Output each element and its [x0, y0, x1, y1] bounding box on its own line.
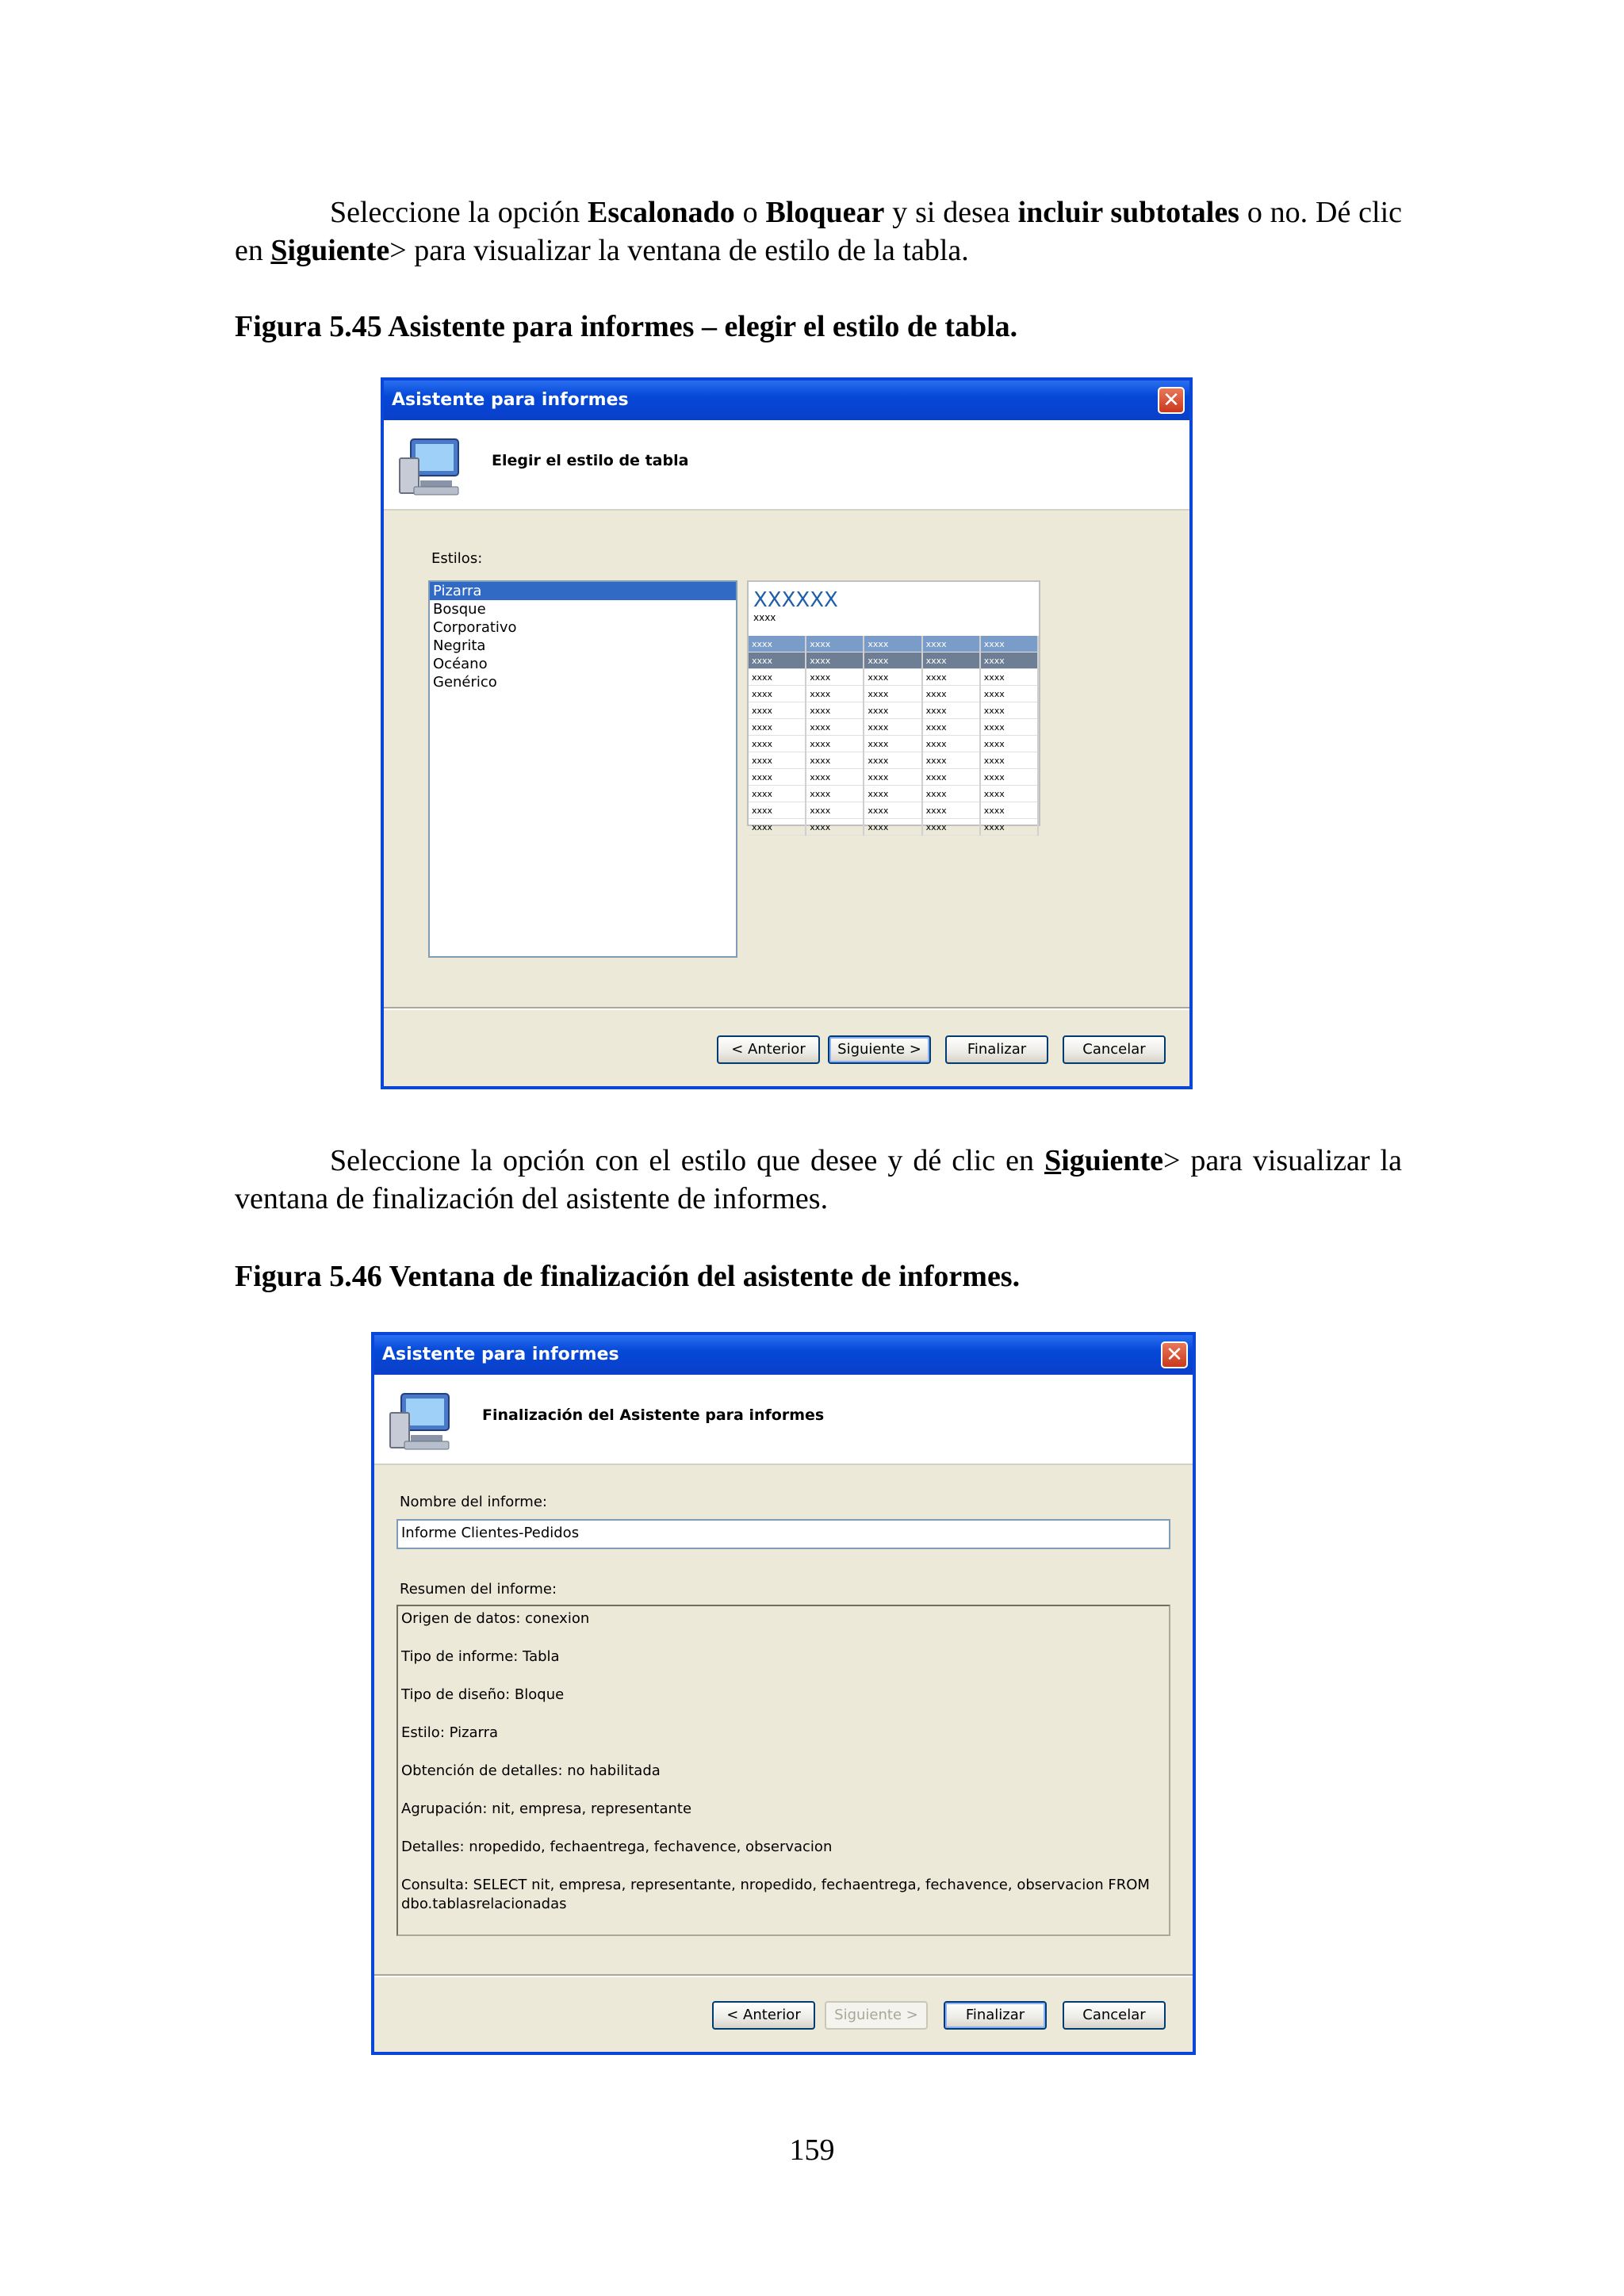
page-number: 159 — [789, 2133, 835, 2167]
text: o — [734, 196, 766, 229]
preview-cell: xxxx — [864, 719, 921, 736]
close-icon[interactable]: ✕ — [1161, 1341, 1188, 1368]
preview-cell: xxxx — [922, 752, 980, 769]
preview-cell: xxxx — [806, 636, 864, 652]
preview-cell: xxxx — [922, 819, 980, 836]
preview-subtitle: xxxx — [753, 612, 776, 623]
text: > para visualizar la ventana de estilo de la tabla. — [389, 234, 969, 267]
style-option[interactable]: Océano — [433, 656, 488, 672]
wizard-header — [384, 420, 1189, 511]
preview-cell: xxxx — [980, 669, 1038, 686]
preview-cell: xxxx — [864, 819, 921, 836]
preview-cell: xxxx — [806, 669, 864, 686]
preview-cell: xxxx — [806, 802, 864, 819]
preview-cell: xxxx — [806, 719, 864, 736]
preview-cell: xxxx — [980, 819, 1038, 836]
preview-cell: xxxx — [980, 786, 1038, 802]
summary-line: Detalles: nropedido, fechaentrega, fechavence, observacion — [401, 1839, 833, 1855]
dialog-title: Asistente para informes — [392, 390, 629, 410]
preview-cell: xxxx — [749, 652, 806, 669]
summary-line: Consulta: SELECT nit, empresa, representante, nropedido, fechaentrega, fechavence, observacion FROM dbo.tablasrelacionadas — [401, 1877, 1150, 1912]
header-title: Finalización del Asistente para informes — [482, 1406, 825, 1424]
back-button[interactable]: < Anterior — [717, 1035, 820, 1064]
preview-cell: xxxx — [980, 702, 1038, 719]
text: > para visualizar la ventana de finalización del asistente de informes. — [235, 1144, 1402, 1215]
preview-cell: xxxx — [749, 802, 806, 819]
underlined-s: S — [270, 234, 288, 267]
preview-cell: xxxx — [864, 686, 921, 702]
text: Seleccione la opción — [330, 196, 588, 229]
paragraph-2 — [235, 1142, 1402, 1218]
preview-cell: xxxx — [980, 736, 1038, 752]
preview-cell: xxxx — [864, 786, 921, 802]
finish-button[interactable]: Finalizar — [945, 1035, 1048, 1064]
preview-cell: xxxx — [749, 702, 806, 719]
header-title: Elegir el estilo de tabla — [492, 452, 689, 469]
style-option[interactable]: Corporativo — [433, 619, 517, 636]
preview-title: XXXXXX — [753, 588, 838, 612]
summary-label: Resumen del informe: — [400, 1581, 557, 1598]
report-name-label: Nombre del informe: — [400, 1494, 547, 1510]
summary-line: Origen de datos: conexion — [401, 1610, 590, 1627]
cancel-button[interactable]: Cancelar — [1063, 1035, 1166, 1064]
next-button: Siguiente > — [825, 2001, 928, 2030]
preview-cell: xxxx — [864, 769, 921, 786]
preview-cell: xxxx — [864, 652, 921, 669]
preview-cell: xxxx — [922, 652, 980, 669]
summary-line: Obtención de detalles: no habilitada — [401, 1762, 661, 1779]
preview-cell: xxxx — [980, 652, 1038, 669]
preview-cell: xxxx — [749, 636, 806, 652]
figure-caption-5-46: Figura 5.46 Ventana de finalización del asistente de informes. — [235, 1260, 1021, 1293]
preview-cell: xxxx — [749, 752, 806, 769]
preview-cell: xxxx — [806, 769, 864, 786]
preview-cell: xxxx — [749, 719, 806, 736]
preview-cell: xxxx — [922, 786, 980, 802]
preview-cell: xxxx — [922, 636, 980, 652]
preview-cell: xxxx — [864, 636, 921, 652]
preview-cell: xxxx — [922, 686, 980, 702]
style-option[interactable]: Bosque — [433, 601, 486, 618]
style-option[interactable]: Pizarra — [430, 582, 736, 600]
preview-cell: xxxx — [749, 669, 806, 686]
preview-cell: xxxx — [749, 819, 806, 836]
close-icon[interactable]: ✕ — [1158, 387, 1185, 414]
computer-icon — [396, 434, 473, 499]
preview-cell: xxxx — [806, 786, 864, 802]
separator — [384, 1007, 1189, 1010]
wizard-header — [374, 1375, 1193, 1465]
preview-cell: xxxx — [806, 819, 864, 836]
preview-cell: xxxx — [864, 669, 921, 686]
preview-cell: xxxx — [864, 752, 921, 769]
underlined-s: S — [1044, 1144, 1062, 1177]
preview-cell: xxxx — [749, 769, 806, 786]
preview-cell: xxxx — [864, 736, 921, 752]
finish-button[interactable]: Finalizar — [944, 2001, 1047, 2030]
text: o no. Dé clic en — [235, 196, 1403, 267]
preview-cell: xxxx — [806, 686, 864, 702]
style-option[interactable]: Genérico — [433, 674, 497, 691]
style-preview — [747, 580, 1040, 832]
preview-cell: xxxx — [922, 719, 980, 736]
report-name-input[interactable]: Informe Clientes-Pedidos — [396, 1519, 1170, 1549]
preview-cell: xxxx — [980, 769, 1038, 786]
preview-cell: xxxx — [806, 752, 864, 769]
bold-bloquear: Bloquear — [765, 196, 885, 229]
title-bar — [384, 381, 1189, 420]
preview-cell: xxxx — [922, 769, 980, 786]
paragraph-1 — [235, 193, 1402, 270]
next-button[interactable]: Siguiente > — [828, 1035, 931, 1064]
preview-cell: xxxx — [922, 736, 980, 752]
text: Seleccione la opción con el estilo que desee y dé clic en — [330, 1144, 1045, 1177]
bold-siguiente: iguiente — [1061, 1144, 1163, 1177]
summary-line: Agrupación: nit, empresa, representante — [401, 1800, 692, 1817]
summary-line: Tipo de informe: Tabla — [401, 1648, 560, 1665]
preview-cell: xxxx — [806, 736, 864, 752]
computer-icon — [387, 1389, 463, 1454]
preview-cell: xxxx — [749, 736, 806, 752]
preview-cell: xxxx — [864, 702, 921, 719]
preview-cell: xxxx — [864, 802, 921, 819]
preview-cell: xxxx — [980, 636, 1038, 652]
styles-label: Estilos: — [431, 550, 483, 567]
preview-cell: xxxx — [980, 752, 1038, 769]
preview-cell: xxxx — [749, 686, 806, 702]
bold-siguiente: iguiente — [287, 234, 390, 267]
separator — [374, 1974, 1193, 1977]
preview-cell: xxxx — [806, 702, 864, 719]
preview-cell: xxxx — [922, 669, 980, 686]
dialog-title: Asistente para informes — [382, 1345, 619, 1364]
preview-cell: xxxx — [922, 802, 980, 819]
preview-cell: xxxx — [806, 652, 864, 669]
report-wizard-dialog-finish — [371, 1332, 1196, 2055]
report-wizard-dialog-style — [381, 377, 1193, 1089]
style-option[interactable]: Negrita — [433, 637, 486, 654]
summary-line: Estilo: Pizarra — [401, 1724, 499, 1741]
styles-listbox[interactable] — [428, 580, 737, 958]
bold-subtotales: incluir subtotales — [1017, 196, 1239, 229]
summary-line: Tipo de diseño: Bloque — [401, 1686, 565, 1703]
preview-cell: xxxx — [749, 786, 806, 802]
preview-cell: xxxx — [980, 802, 1038, 819]
summary-box — [396, 1605, 1170, 1936]
title-bar — [374, 1335, 1193, 1375]
preview-cell: xxxx — [922, 702, 980, 719]
figure-caption-5-45: Figura 5.45 Asistente para informes – elegir el estilo de tabla. — [235, 310, 1018, 343]
preview-cell: xxxx — [980, 686, 1038, 702]
preview-table — [749, 636, 1039, 836]
text: y si desea — [884, 196, 1018, 229]
preview-cell: xxxx — [980, 719, 1038, 736]
cancel-button[interactable]: Cancelar — [1063, 2001, 1166, 2030]
bold-escalonado: Escalonado — [587, 196, 735, 229]
back-button[interactable]: < Anterior — [712, 2001, 815, 2030]
